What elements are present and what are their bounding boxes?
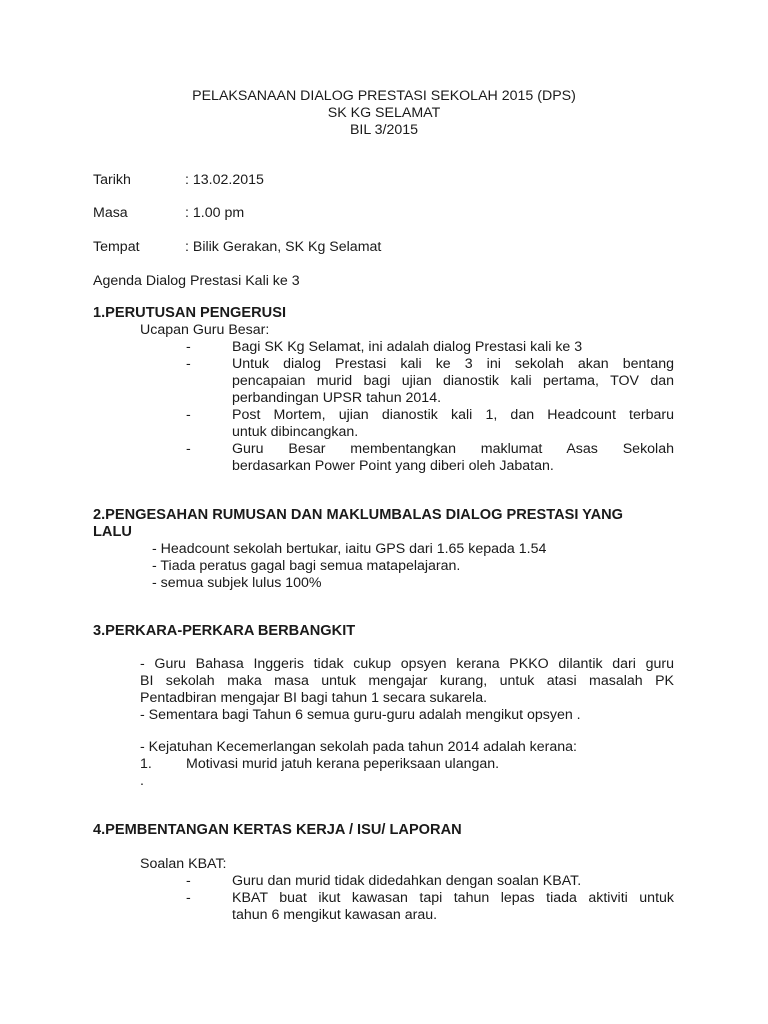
s1-bullet-4-line-2: berdasarkan Power Point yang diberi oleh Jabatan.: [232, 458, 554, 474]
s3-para-1-line-2: BI sekolah maka masa untuk mengajar kurang, untuk atasi masalah PK: [140, 673, 674, 689]
tarikh-label: Tarikh: [93, 172, 131, 188]
section-2-heading-cont: LALU: [93, 524, 132, 540]
section-2-heading: 2.PENGESAHAN RUMUSAN DAN MAKLUMBALAS DIALOG PRESTASI YANG: [93, 507, 624, 523]
s4-bullet-1: Guru dan murid tidak didedahkan dengan soalan KBAT.: [232, 873, 582, 889]
s1-bullet-2-line-1: Untuk dialog Prestasi kali ke 3 ini sekolah akan bentang: [232, 356, 674, 372]
s1-bullet-3-line-2: untuk dibincangkan.: [232, 424, 359, 440]
section-4-heading: 4.PEMBENTANGAN KERTAS KERJA / ISU/ LAPORAN: [93, 822, 462, 838]
document-title: PELAKSANAAN DIALOG PRESTASI SEKOLAH 2015 (DPS): [192, 88, 576, 104]
s3-trailing-dot: .: [140, 773, 144, 789]
s2-bullet-3: - semua subjek lulus 100%: [152, 575, 322, 591]
bullet-dash: -: [186, 890, 191, 906]
s3-numbered-1-num: 1.: [140, 756, 152, 772]
school-name: SK KG SELAMAT: [327, 105, 441, 121]
s1-bullet-3-line-1: Post Mortem, ujian dianostik kali 1, dan Headcount terbaru: [232, 407, 674, 423]
masa-value: : 1.00 pm: [185, 205, 245, 221]
s4-bullet-2-line-1: KBAT buat ikut kawasan tapi tahun lepas tiada aktiviti untuk: [232, 890, 674, 906]
s3-para-2: - Sementara bagi Tahun 6 semua guru-guru adalah mengikut opsyen .: [140, 707, 581, 723]
section-1-heading: 1.PERUTUSAN PENGERUSI: [93, 305, 286, 321]
s2-bullet-2: - Tiada peratus gagal bagi semua matapelajaran.: [152, 558, 461, 574]
agenda-line: Agenda Dialog Prestasi Kali ke 3: [93, 273, 300, 289]
section-3-heading: 3.PERKARA-PERKARA BERBANGKIT: [93, 623, 356, 639]
s1-bullet-1: Bagi SK Kg Selamat, ini adalah dialog Prestasi kali ke 3: [232, 339, 583, 355]
bullet-dash: -: [186, 873, 191, 889]
bullet-dash: -: [186, 339, 191, 355]
bullet-dash: -: [186, 356, 191, 372]
bullet-dash: -: [186, 407, 191, 423]
s1-bullet-2-line-2: pencapaian murid bagi ujian dianostik kali pertama, TOV dan: [232, 373, 674, 389]
tempat-label: Tempat: [93, 239, 140, 255]
section-4-intro: Soalan KBAT:: [140, 856, 227, 872]
s1-bullet-4-line-1: Guru Besar membentangkan maklumat Asas Sekolah: [232, 441, 674, 457]
bullet-dash: -: [186, 441, 191, 457]
s1-bullet-2-line-3: perbandingan UPSR tahun 2014.: [232, 390, 442, 406]
masa-label: Masa: [93, 205, 128, 221]
section-1-intro: Ucapan Guru Besar:: [140, 322, 270, 338]
tarikh-value: : 13.02.2015: [185, 172, 264, 188]
s2-bullet-1: - Headcount sekolah bertukar, iaitu GPS dari 1.65 kepada 1.54: [152, 541, 547, 557]
s3-para-3: - Kejatuhan Kecemerlangan sekolah pada tahun 2014 adalah kerana:: [140, 739, 577, 755]
s3-numbered-1-text: Motivasi murid jatuh kerana peperiksaan ulangan.: [186, 756, 500, 772]
s3-para-1-line-1: - Guru Bahasa Inggeris tidak cukup opsyen kerana PKKO dilantik dari guru: [140, 656, 674, 672]
s3-para-1-line-3: Pentadbiran mengajar BI bagi tahun 1 secara sukarela.: [140, 690, 488, 706]
tempat-value: : Bilik Gerakan, SK Kg Selamat: [185, 239, 382, 255]
s4-bullet-2-line-2: tahun 6 mengikut kawasan arau.: [232, 907, 438, 923]
meeting-number: BIL 3/2015: [349, 122, 419, 138]
